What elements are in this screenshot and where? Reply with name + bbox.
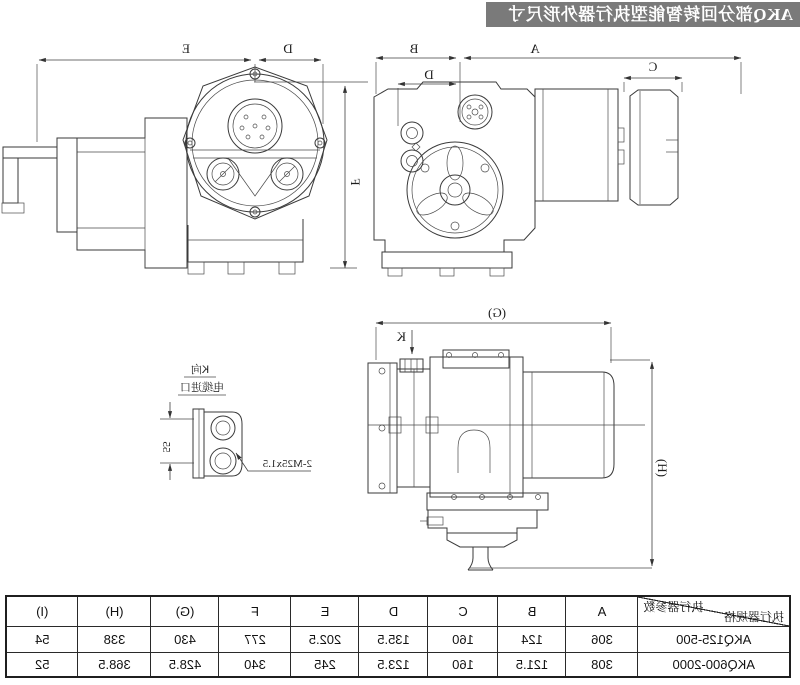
col-header-h: (H) [78, 596, 151, 627]
model-name: AKQ600-2000 [638, 653, 790, 678]
view-label-k: K [396, 329, 406, 344]
value-cell: 124 [498, 627, 566, 653]
corner-label-parameters: 执行器参数 [643, 600, 704, 614]
table-corner-cell [638, 596, 790, 627]
cable-entry-label: 电缆进口 [180, 382, 224, 394]
thread-label: 2-M25x1.5 [262, 458, 312, 470]
col-header-g: (G) [151, 596, 219, 627]
dim-label-g: (G) [487, 305, 507, 320]
value-cell: 160 [428, 653, 498, 678]
dim-label-a: A [530, 41, 540, 56]
value-cell: 338 [78, 627, 151, 653]
value-cell: 306 [566, 627, 638, 653]
value-cell: 160 [428, 627, 498, 653]
table-header-row [6, 596, 790, 627]
value-cell: 52 [6, 653, 78, 678]
value-cell: 308 [566, 653, 638, 678]
page-title: AKQ部分回转智能型执行器外形尺寸 [486, 2, 800, 27]
col-header-e: E [291, 596, 359, 627]
model-name: AKQ125-500 [638, 627, 790, 653]
value-cell: 54 [6, 627, 78, 653]
table-row [6, 627, 790, 653]
dim-label-d-front: D [424, 67, 434, 82]
k-view-title: K向 [190, 364, 210, 376]
col-header-a: A [566, 596, 638, 627]
dim-label-e: E [182, 41, 190, 56]
col-header-c: C [428, 596, 498, 627]
value-cell: 123.5 [359, 653, 428, 678]
col-header-f: F [219, 596, 291, 627]
value-cell: 277 [219, 627, 291, 653]
dim-label-c: C [648, 59, 658, 74]
corner-label-spec: 执行器规格 [723, 610, 784, 624]
dim-label-55: 55 [160, 441, 172, 453]
front-view-drawing [374, 41, 741, 276]
value-cell: 202.5 [291, 627, 359, 653]
dim-label-h: (H) [655, 458, 670, 478]
side-view-drawing [2, 41, 368, 274]
col-header-b: B [498, 596, 566, 627]
table-row [6, 653, 790, 678]
value-cell: 245 [291, 653, 359, 678]
dim-label-b: B [409, 41, 419, 56]
dimension-table [5, 595, 791, 678]
value-cell: 368.5 [78, 653, 151, 678]
value-cell: 135.5 [359, 627, 428, 653]
dim-label-d-side: D [283, 41, 293, 56]
col-header-d: D [359, 596, 428, 627]
cable-entry-detail-drawing [160, 362, 312, 480]
value-cell: 430 [151, 627, 219, 653]
col-header-i: (I) [6, 596, 78, 627]
value-cell: 340 [219, 653, 291, 678]
top-view-drawing [368, 305, 670, 570]
value-cell: 121.5 [498, 653, 566, 678]
dim-label-f: F [348, 178, 363, 186]
value-cell: 428.5 [151, 653, 219, 678]
